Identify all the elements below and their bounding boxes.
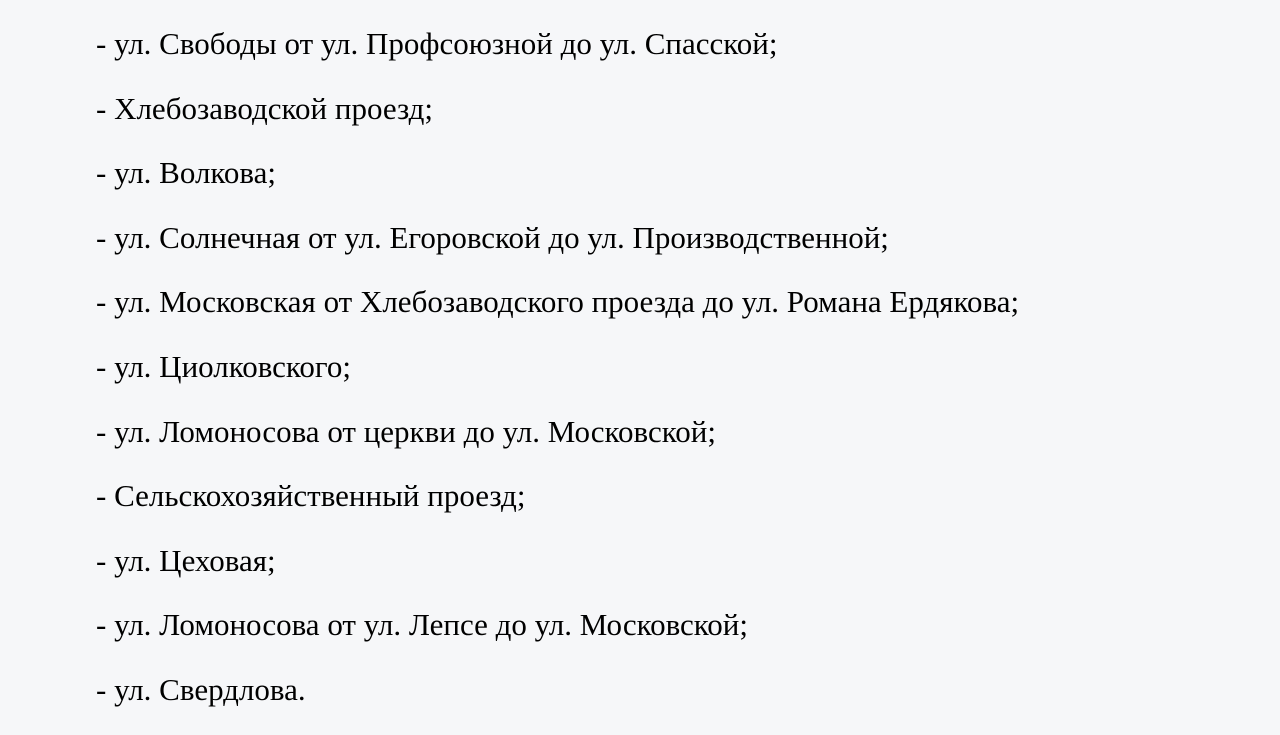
list-item: - Хлебозаводской проезд; [96, 90, 434, 126]
list-item: - ул. Цеховая; [96, 542, 276, 578]
list-item: - ул. Ломоносова от ул. Лепсе до ул. Московской; [96, 607, 748, 643]
list-item: - ул. Волкова; [96, 155, 277, 191]
list-item: - ул. Московская от Хлебозаводского проезда до ул. Романа Ердякова; [96, 284, 1020, 320]
list-item: - Сельскохозяйственный проезд; [96, 478, 526, 514]
list-item: - ул. Циолковского; [96, 348, 351, 384]
list-item: - ул. Солнечная от ул. Егоровской до ул. Производственной; [96, 219, 889, 255]
street-list [96, 24, 1256, 735]
list-item: - ул. Свободы от ул. Профсоюзной до ул. Спасской; [96, 26, 778, 61]
list-item: - ул. Ломоносова от церкви до ул. Московской; [96, 413, 716, 449]
list-item: - ул. Свердлова. [96, 671, 306, 707]
